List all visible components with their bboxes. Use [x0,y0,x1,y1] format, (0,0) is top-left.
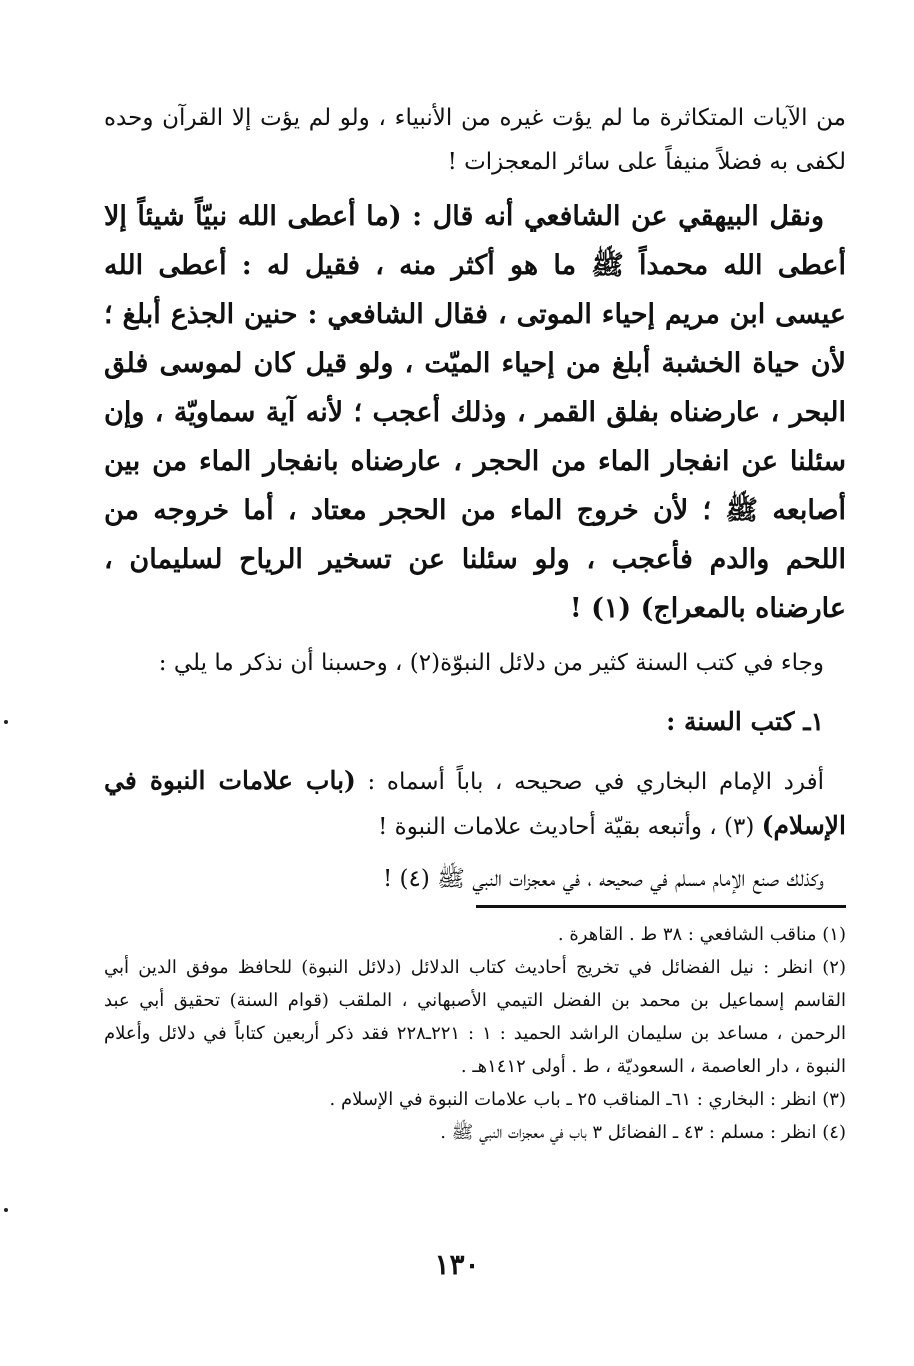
scan-speck [4,1208,8,1212]
footnotes [104,918,846,1149]
footnote-divider [476,905,846,908]
paragraph-bukhari [104,759,846,849]
bukhari-text-start: أفرد الإمام البخاري في صحيحه ، باباً أسماه : [355,769,824,795]
bukhari-chapter-title: (باب علامات النبوة في الإسلام) [104,766,846,840]
bukhari-text-end: (٣) ، وأتبعه بقيّة أحاديث علامات النبوة ! [378,814,762,840]
section-heading: ١ـ كتب السنة : [666,707,824,736]
footnote-4: (٤) انظر : مسلم : ٤٣ ـ الفضائل ٣ باب في معجزات النبي ﷺ . [440,1122,846,1143]
footnote-2: (٢) انظر : نيل الفضائل في تخريج أحاديث كتاب الدلائل (دلائل النبوة) للحافظ موفق الدين أبي القاسم إسماعيل بن محمد بن الفضل التيمي الأصبهاني ، الملقب (قوام السنة) تحقيق أبي عبد الرحمن ، مساعد بن سليمان الراشد الحميد : ١ : ٢٢١ـ٢٢٨ فقد ذكر أربعين كتاباً في دلائل وأعلام النبوة ، دار العاصمة ، السعوديّة ، ط . أولى ١٤١٢هـ . [104,957,847,1077]
paragraph-continuation: من الآيات المتكاثرة ما لم يؤت غيره من الأنبياء ، ولو لم يؤت إلا القرآن وحده لكفى به فضلاً منيفاً على سائر المعجزات ! [104,105,846,175]
paragraph-shafii-quote: ونقل البيهقي عن الشافعي أنه قال : (ما أعطى الله نبيّاً شيئاً إلا أعطى الله محمداً ﷺ ما هو أكثر منه ، فقيل له : أعطى الله عيسى ابن مريم إحياء الموتى ، فقال الشافعي : حنين الجذع أبلغ ؛ لأن حياة الخشبة أبلغ من إحياء الميّت ، ولو قيل كان لموسى فلق البحر ، عارضناه بفلق القمر ، وذلك أعجب ؛ لأنه آية سماويّة ، وإن سئلنا عن انفجار الماء من الحجر ، عارضناه بانفجار الماء من بين أصابعه ﷺ ؛ لأن خروج الماء من الحجر معتاد ، أما خروجه من اللحم والدم فأعجب ، ولو سئلنا عن تسخير الرياح لسليمان ، عارضناه بالمعراج) (١) ! [104,201,846,624]
page-number: ١٣٠ [434,1248,480,1281]
paragraph-sunnah-books: وجاء في كتب السنة كثير من دلائل النبوّة(٢) ، وحسبنا أن نذكر ما يلي : [158,650,824,676]
main-text [104,96,846,901]
footnote-1: (١) مناقب الشافعي : ٣٨ ط . القاهرة . [557,924,846,945]
scan-speck [4,720,8,724]
paragraph-muslim: وكذلك صنع الإمام مسلم في صحيحه ، في معجزات النبي ﷺ (٤) ! [382,866,824,892]
footnote-3: (٣) انظر : البخاري : ٦١ـ المناقب ٢٥ ـ باب علامات النبوة في الإسلام . [329,1089,846,1110]
